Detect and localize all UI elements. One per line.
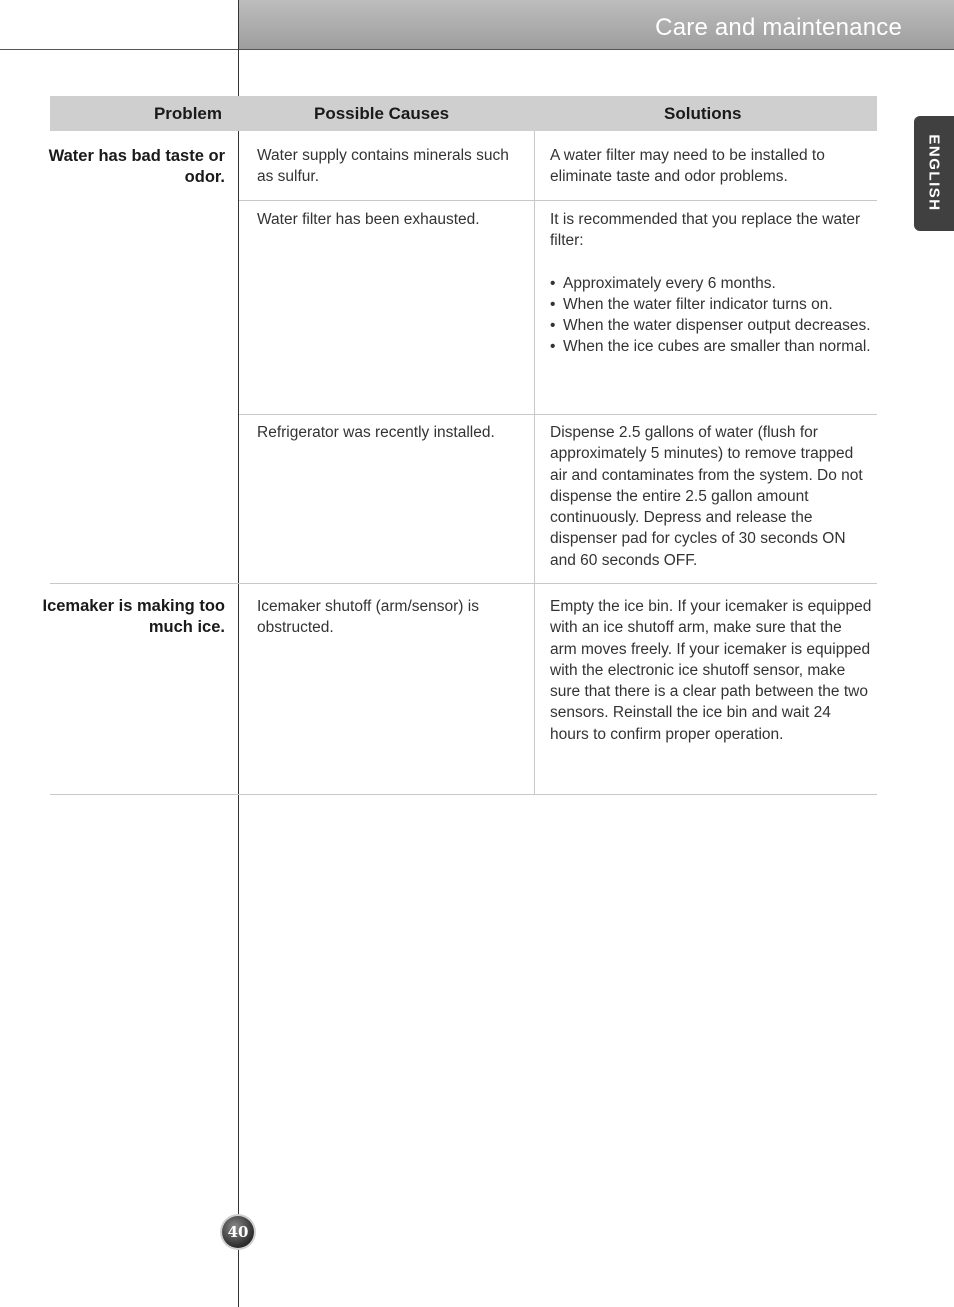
problem-cell: Icemaker is making too much ice.	[42, 597, 225, 636]
problem-cell: Water has bad taste or odor.	[48, 147, 225, 186]
header-rule	[0, 49, 954, 50]
solution-intro: It is recommended that you replace the water filter:	[550, 211, 861, 250]
column-header-problem: Problem	[153, 104, 222, 123]
row-divider	[239, 414, 877, 415]
solution-bullet-list	[550, 273, 872, 358]
cause-cell: Water supply contains minerals such as sulfur.	[257, 147, 509, 186]
page-number: 40	[222, 1216, 254, 1248]
page-title: Care and maintenance	[655, 14, 902, 41]
cause-cell: Water filter has been exhausted.	[257, 211, 480, 228]
cause-cell: Icemaker shutoff (arm/sensor) is obstructed.	[257, 598, 479, 637]
solution-cell: Empty the ice bin. If your icemaker is equipped with an ice shutoff arm, make sure that the arm moves freely. If your icemaker is equipped with the electronic ice shutoff sensor, make sure that there is a clear path between the two sensors. Reinstall the ice bin and wait 24 hours to confirm proper operation.	[550, 598, 872, 743]
column-header-solutions: Solutions	[664, 104, 742, 123]
table-header	[50, 96, 877, 131]
list-item: • Approximately every 6 months.	[550, 273, 872, 294]
solution-cell: A water filter may need to be installed to eliminate taste and odor problems.	[550, 147, 825, 186]
list-item: • When the water dispenser output decreases.	[550, 315, 872, 336]
header-band	[239, 0, 954, 49]
row-divider	[50, 794, 877, 795]
column-header-causes: Possible Causes	[314, 104, 450, 123]
list-item: • When the water filter indicator turns on.	[550, 294, 872, 315]
language-tab-label: ENGLISH	[925, 134, 943, 212]
list-item: • When the ice cubes are smaller than normal.	[550, 336, 872, 357]
column-divider	[534, 131, 535, 794]
row-divider	[50, 583, 877, 584]
row-divider	[239, 200, 877, 201]
margin-rule	[238, 0, 239, 1307]
cause-cell: Refrigerator was recently installed.	[257, 424, 495, 441]
solution-cell: Dispense 2.5 gallons of water (flush for approximately 5 minutes) to remove trapped air and contaminates from the system. Do not dispense the entire 2.5 gallon amount continuously. Depress and release the dispenser pad for cycles of 30 seconds ON and 60 seconds OFF.	[550, 424, 863, 569]
language-tab	[914, 116, 954, 231]
solution-cell	[550, 209, 872, 358]
